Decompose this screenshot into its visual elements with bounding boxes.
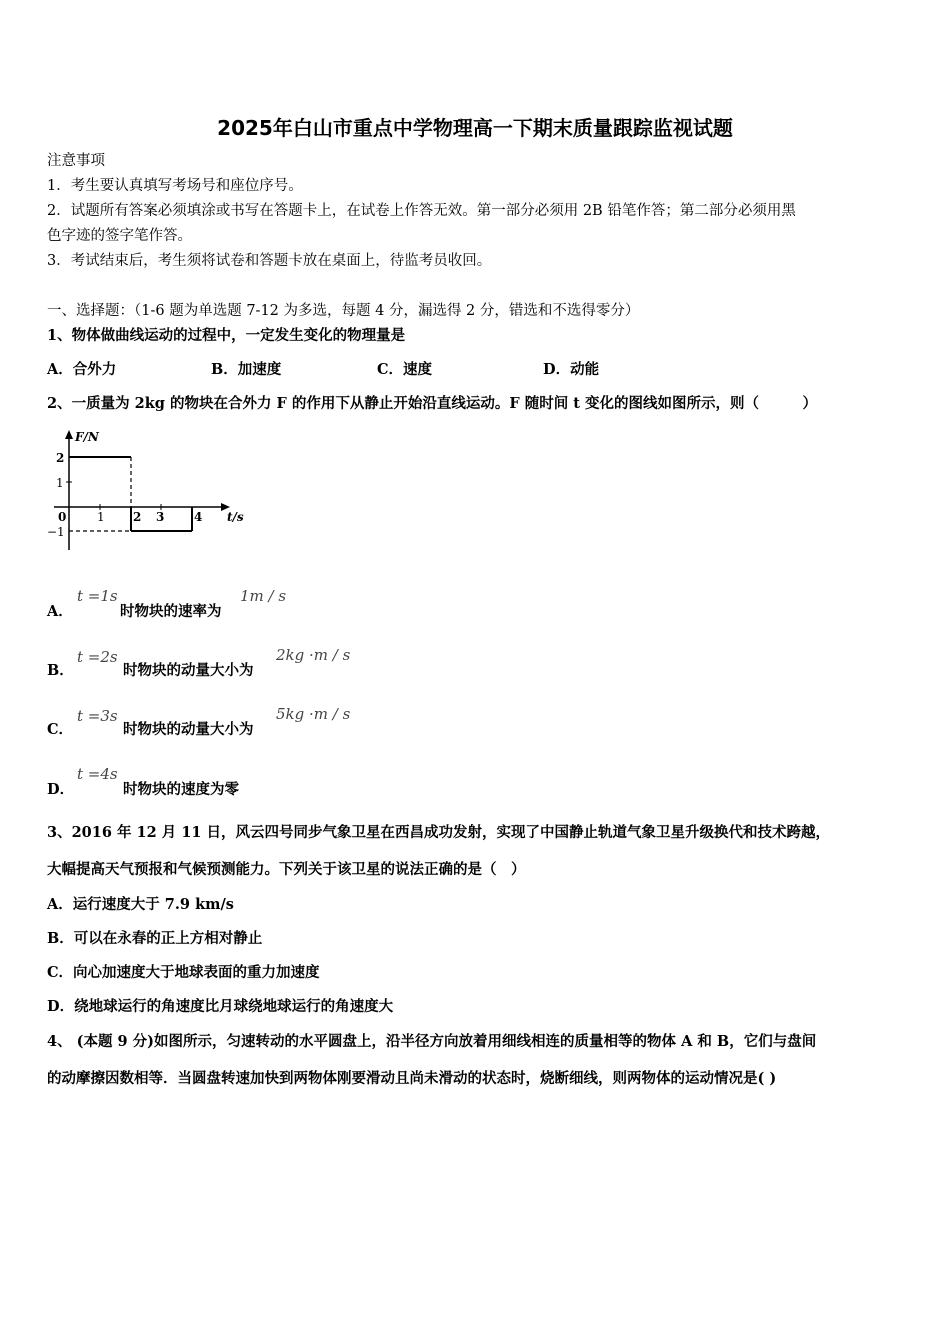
q2-choice-c-text: 时物块的动量大小为 [123, 721, 254, 738]
graph-xlabel: t/s [227, 510, 244, 524]
q2-choice-d-cond: t =4s [77, 765, 118, 783]
q2-choice-b-value: 2kg ·m / s [276, 646, 351, 664]
q2-choice-a-text: 时物块的速率为 [120, 603, 222, 620]
q3-stem-line-1: 3、2016 年 12 月 11 日，风云四号同步气象卫星在西昌成功发射，实现了中国静止轨道气象卫星升级换代和技术跨越， [47, 824, 831, 841]
graph-xtick-2: 2 [133, 510, 142, 524]
page-title: 2025年白山市重点中学物理高一下期末质量跟踪监视试题 [217, 116, 733, 140]
q3-option-d: D．绕地球运行的角速度比月球绕地球运行的角速度大 [47, 998, 394, 1015]
graph-xtick-4: 4 [194, 510, 203, 524]
q1-stem: 1、物体做曲线运动的过程中，一定发生变化的物理量是 [47, 327, 406, 344]
q1-option-a: A．合外力 [47, 361, 117, 378]
q1-option-c: C．速度 [377, 361, 433, 378]
notes-item-3: 3．考试结束后，考生须将试卷和答题卡放在桌面上，待监考员收回。 [47, 253, 492, 269]
q3-option-b: B．可以在永春的正上方相对静止 [47, 930, 263, 947]
q2-choice-c-cond: t =3s [77, 707, 118, 725]
q2-choice-c-letter: C． [47, 721, 74, 738]
section-heading: 一、选择题：（1-6 题为单选题 7-12 为多选，每题 4 分，漏选得 2 分，错选和不选得零分） [47, 303, 640, 319]
q2-choice-a-letter: A． [47, 603, 73, 620]
q2-choice-d-text: 时物块的速度为零 [123, 781, 239, 798]
q2-choice-a-cond: t =1s [77, 587, 118, 605]
q2-choice-c-value: 5kg ·m / s [276, 705, 351, 723]
q1-option-d: D．动能 [543, 361, 600, 378]
notes-item-2-cont: 色字迹的签字笔作答。 [47, 228, 192, 244]
q2-stem: 2、一质量为 2kg 的物块在合外力 F 的作用下从静止开始沿直线运动。F 随时间 t 变化的图线如图所示，则（ ） [47, 395, 817, 412]
q2-choice-b-cond: t =2s [77, 648, 118, 666]
graph-xtick-3: 3 [156, 510, 165, 524]
notes-item-2: 2．试题所有答案必须填涂或书写在答题卡上，在试卷上作答无效。第一部分必须用 2B 铅笔作答；第二部分必须用黑 [47, 203, 796, 219]
q2-choice-d-letter: D． [47, 781, 75, 798]
graph-ytick-neg1: −1 [47, 525, 65, 539]
graph-ylabel: F/N [75, 430, 99, 444]
q2-choice-b-letter: B． [47, 662, 74, 679]
graph-ytick-0: 0 [58, 510, 67, 524]
q3-option-c: C．向心加速度大于地球表面的重力加速度 [47, 964, 320, 981]
q3-stem-line-2: 大幅提高天气预报和气候预测能力。下列关于该卫星的说法正确的是（ ） [47, 861, 526, 878]
q2-choice-b-text: 时物块的动量大小为 [123, 662, 254, 679]
q4-stem-line-2: 的动摩擦因数相等．当圆盘转速加快到两物体刚要滑动且尚未滑动的状态时，烧断细线，则两物体的运动情况是( ) [47, 1070, 777, 1087]
notes-heading: 注意事项 [47, 153, 105, 169]
graph-ytick-1: 1 [56, 476, 64, 490]
q4-stem-line-1: 4、 (本题 9 分)如图所示，匀速转动的水平圆盘上，沿半径方向放着用细线相连的质量相等的物体 A 和 B，它们与盘间 [47, 1033, 817, 1050]
graph-xtick-1: 1 [97, 510, 105, 524]
notes-item-1: 1．考生要认真填写考场号和座位序号。 [47, 178, 303, 194]
q2-force-time-graph [44, 425, 244, 555]
graph-ytick-2: 2 [56, 451, 65, 465]
q3-option-a: A．运行速度大于 7.9 km/s [47, 896, 234, 913]
q2-choice-a-value: 1m / s [240, 587, 287, 605]
q1-option-b: B．加速度 [211, 361, 282, 378]
